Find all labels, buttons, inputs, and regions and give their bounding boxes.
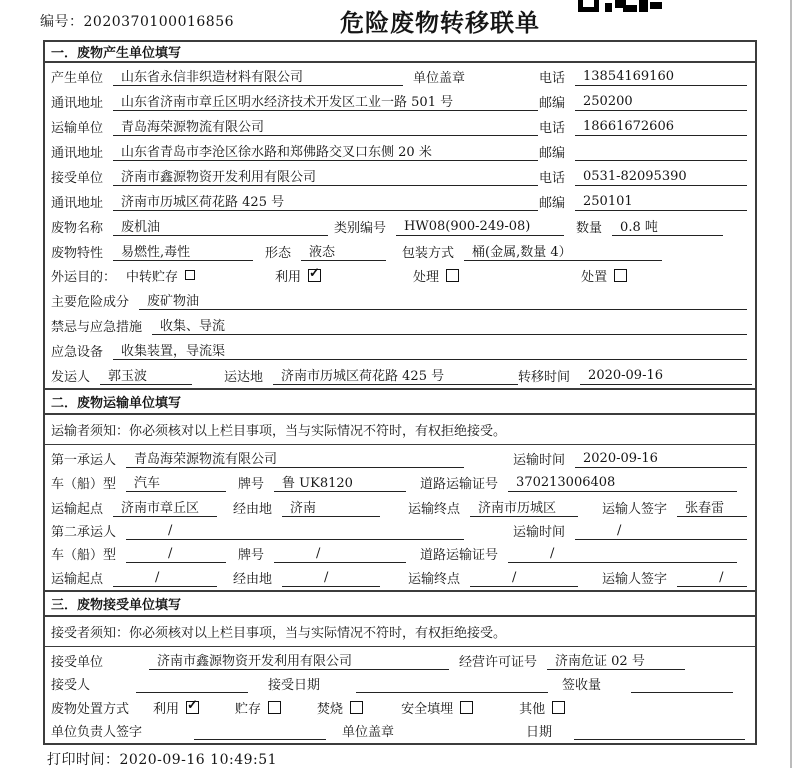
route-end-label: 运输终点 <box>408 501 461 517</box>
license-label: 经营许可证号 <box>459 655 538 671</box>
road-permit-value-2: / <box>508 546 737 563</box>
route-via-value: 济南 <box>282 497 380 517</box>
serial-label: 编号： <box>40 14 84 30</box>
section1-body <box>45 63 755 388</box>
route-row-2 <box>45 568 755 587</box>
receiver-label: 接受单位 <box>51 171 104 187</box>
transport-time-label: 运输时间 <box>512 453 565 469</box>
disposal-method-label: 废物处置方式 <box>51 701 130 717</box>
route-end-label-2: 运输终点 <box>408 571 461 587</box>
print-time-label: 打印时间： <box>47 752 120 768</box>
serial-number <box>40 11 234 31</box>
qr-code-icon <box>578 0 662 12</box>
vehicle-type-value: 汽车 <box>126 472 226 492</box>
route-start-value-2: / <box>113 570 217 587</box>
carrier-sign-value: 张春雷 <box>677 497 747 517</box>
transporter-label: 运输单位 <box>51 121 104 137</box>
disposal-option-landfill <box>401 698 473 717</box>
transfer-time-label: 转移时间 <box>518 369 571 385</box>
dispose-checkbox <box>614 269 627 282</box>
producer-address-row <box>45 91 755 111</box>
disposal-option-recycle <box>153 698 199 717</box>
hazard-value: 废矿物油 <box>139 290 747 310</box>
equipment-label: 应急设备 <box>51 344 104 360</box>
waste-category-label: 类别编号 <box>334 220 387 236</box>
disposal-method-row <box>45 698 755 717</box>
first-carrier-row <box>45 448 755 468</box>
waste-name-row <box>45 216 755 236</box>
disposal-option-label: 其他 <box>519 701 546 717</box>
treat-checkbox <box>446 269 459 282</box>
producer-address-value: 山东省济南市章丘区明水经济技术开发区工业一路 501 号 <box>113 91 538 111</box>
producer-zip-label: 邮编 <box>538 96 565 112</box>
purpose-option-transfer-storage <box>126 266 195 285</box>
first-carrier-label: 第一承运人 <box>51 453 117 469</box>
accept-unit-row <box>45 650 755 670</box>
receiver-notice: 接受者须知：你必须核对以上栏目事项，当与实际情况不符时，有权拒绝接受。 <box>45 617 755 647</box>
waste-character-row <box>45 241 755 261</box>
section1-header: 一．废物产生单位填写 <box>45 42 755 63</box>
manifest-form <box>43 40 757 745</box>
transporter-phone-value: 18661672606 <box>575 119 747 136</box>
disposal-other-checkbox <box>552 701 565 714</box>
transfer-time-value: 2020-09-16 <box>580 368 752 385</box>
waste-qty-value: 0.8 吨 <box>612 216 723 236</box>
transport-time-value: 2020-09-16 <box>575 451 747 468</box>
disposal-option-label: 利用 <box>153 701 180 717</box>
road-permit-label-2: 道路运输证号 <box>420 548 499 564</box>
waste-name-value: 废机油 <box>113 216 328 236</box>
receiver-address-value: 济南市历城区荷花路 425 号 <box>113 191 538 211</box>
section3-body <box>45 647 755 743</box>
seal-date-label: 日期 <box>526 724 553 740</box>
producer-address-label: 通讯地址 <box>51 96 104 112</box>
disposal-recycle-checkbox <box>186 701 199 714</box>
taboo-label: 禁忌与应急措施 <box>51 319 143 335</box>
waste-form-label: 形态 <box>265 245 292 261</box>
received-qty-value <box>631 676 733 693</box>
transport-time-label-2: 运输时间 <box>512 525 565 541</box>
packing-value: 桶(金属,数量 4） <box>464 241 662 261</box>
second-carrier-row <box>45 521 755 540</box>
producer-row <box>45 66 755 86</box>
transporter-row <box>45 116 755 136</box>
waste-form-value: 液态 <box>301 241 386 261</box>
waste-qty-label: 数量 <box>576 220 603 236</box>
accept-person-value <box>136 676 248 693</box>
vehicle-row-2 <box>45 544 755 563</box>
accept-person-row <box>45 674 755 693</box>
receiver-address-label: 通讯地址 <box>51 196 104 212</box>
responsible-sign-label: 单位负责人签字 <box>51 724 143 740</box>
section2-header: 二．废物运输单位填写 <box>45 388 755 415</box>
disposal-option-label: 安全填埋 <box>401 701 454 717</box>
hazard-row <box>45 290 755 310</box>
receiver-phone-label: 电话 <box>538 171 565 187</box>
responsible-sign-value <box>194 723 326 740</box>
transporter-zip-label: 邮编 <box>538 146 565 162</box>
second-carrier-value: / <box>126 523 464 540</box>
receiver-address-row <box>45 191 755 211</box>
plate-label-2: 牌号 <box>238 548 265 564</box>
accept-date-value <box>356 676 548 693</box>
serial-value: 2020370100016856 <box>83 14 235 30</box>
license-value: 济南危证 02 号 <box>547 650 685 670</box>
print-time <box>47 749 277 769</box>
carrier-sign-label: 运输人签字 <box>602 501 668 517</box>
dispatch-row <box>45 365 755 385</box>
vehicle-type-label-2: 车（船）型 <box>51 548 117 564</box>
receiver-zip-value: 250101 <box>575 194 747 211</box>
taboo-value: 收集、导流 <box>152 315 747 335</box>
equipment-value: 收集装置，导流渠 <box>113 340 747 360</box>
vehicle-type-label: 车（船）型 <box>51 477 117 493</box>
waste-category-value: HW08(900-249-08) <box>396 219 564 236</box>
accept-date-label: 接受日期 <box>268 678 321 694</box>
route-start-value: 济南市章丘区 <box>113 497 217 517</box>
purpose-option-label: 利用 <box>275 269 302 285</box>
disposal-option-store <box>235 698 281 717</box>
purpose-row <box>45 266 755 285</box>
taboo-row <box>45 315 755 335</box>
unit-seal-label-2: 单位盖章 <box>342 724 395 740</box>
transporter-address-value: 山东省青岛市李沧区徐水路和郑佛路交叉口东侧 20 米 <box>113 141 538 161</box>
disposal-store-checkbox <box>268 701 281 714</box>
transporter-phone-label: 电话 <box>538 121 565 137</box>
purpose-option-dispose <box>581 266 627 285</box>
disposal-landfill-checkbox <box>460 701 473 714</box>
equipment-row <box>45 340 755 360</box>
page-title: 危险废物转移联单 <box>340 8 540 37</box>
route-via-value-2: / <box>282 570 380 587</box>
disposal-option-label: 焚烧 <box>317 701 344 717</box>
vehicle-type-value-2: / <box>126 546 226 563</box>
accept-unit-label: 接受单位 <box>51 655 104 671</box>
vehicle-row-1 <box>45 472 755 492</box>
receiver-phone-value: 0531-82095390 <box>575 169 747 186</box>
transporter-address-row <box>45 141 755 161</box>
disposal-option-label: 贮存 <box>235 701 262 717</box>
route-start-label-2: 运输起点 <box>51 571 104 587</box>
waste-character-value: 易燃性,毒性 <box>113 241 253 261</box>
route-via-label-2: 经由地 <box>233 571 273 587</box>
route-end-value: 济南市历城区 <box>470 497 578 517</box>
waste-character-label: 废物特性 <box>51 245 104 261</box>
received-qty-label: 签收量 <box>562 678 602 694</box>
accept-unit-value: 济南市鑫源物资开发利用有限公司 <box>149 650 449 670</box>
packing-label: 包装方式 <box>402 245 455 261</box>
transport-time-value-2: / <box>575 523 747 540</box>
destination-label: 运达地 <box>224 369 264 385</box>
plate-label: 牌号 <box>238 477 265 493</box>
carrier-sign-value-2: / <box>677 570 747 587</box>
route-row-1 <box>45 497 755 517</box>
seal-date-value <box>574 723 745 740</box>
section2-body <box>45 445 755 590</box>
purpose-option-recycle <box>275 266 321 285</box>
first-carrier-value: 青岛海荣源物流有限公司 <box>126 448 464 468</box>
purpose-option-label: 中转贮存 <box>126 269 179 285</box>
purpose-label: 外运目的： <box>51 269 117 285</box>
transporter-address-label: 通讯地址 <box>51 146 104 162</box>
producer-value: 山东省永信非织造材料有限公司 <box>113 66 403 86</box>
disposal-option-incinerate <box>317 698 363 717</box>
carrier-sign-label-2: 运输人签字 <box>602 571 668 587</box>
producer-zip-value: 250200 <box>575 94 747 111</box>
purpose-option-label: 处理 <box>413 269 440 285</box>
route-via-label: 经由地 <box>233 501 273 517</box>
recycle-checkbox <box>308 269 321 282</box>
road-permit-value: 370213006408 <box>508 475 737 492</box>
route-start-label: 运输起点 <box>51 501 104 517</box>
waste-name-label: 废物名称 <box>51 220 104 236</box>
destination-value: 济南市历城区荷花路 425 号 <box>273 365 518 385</box>
scan-edge-line <box>790 0 792 768</box>
receiver-value: 济南市鑫源物资开发利用有限公司 <box>113 166 538 186</box>
hazard-label: 主要危险成分 <box>51 294 130 310</box>
producer-label: 产生单位 <box>51 71 104 87</box>
plate-value: 鲁 UK8120 <box>274 472 406 492</box>
disposal-incinerate-checkbox <box>350 701 363 714</box>
consignor-value: 郭玉波 <box>100 365 192 385</box>
unit-seal-label: 单位盖章 <box>413 71 466 87</box>
receiver-row <box>45 166 755 186</box>
print-time-value: 2020-09-16 10:49:51 <box>119 752 278 768</box>
accept-person-label: 接受人 <box>51 678 91 694</box>
transporter-notice: 运输者须知：你必须核对以上栏目事项，当与实际情况不符时，有权拒绝接受。 <box>45 415 755 445</box>
road-permit-label: 道路运输证号 <box>420 477 499 493</box>
purpose-option-treat <box>413 266 459 285</box>
second-carrier-label: 第二承运人 <box>51 525 117 541</box>
transporter-zip-value <box>575 144 747 161</box>
responsible-sign-row <box>45 721 755 740</box>
disposal-option-other <box>519 698 565 717</box>
transfer-storage-checkbox <box>185 270 195 280</box>
receiver-zip-label: 邮编 <box>538 196 565 212</box>
transporter-value: 青岛海荣源物流有限公司 <box>113 116 538 136</box>
producer-phone-label: 电话 <box>538 71 565 87</box>
consignor-label: 发运人 <box>51 369 91 385</box>
section3-header: 三．废物接受单位填写 <box>45 590 755 617</box>
route-end-value-2: / <box>470 570 578 587</box>
plate-value-2: / <box>274 546 406 563</box>
producer-phone-value: 13854169160 <box>575 69 747 86</box>
purpose-option-label: 处置 <box>581 269 608 285</box>
